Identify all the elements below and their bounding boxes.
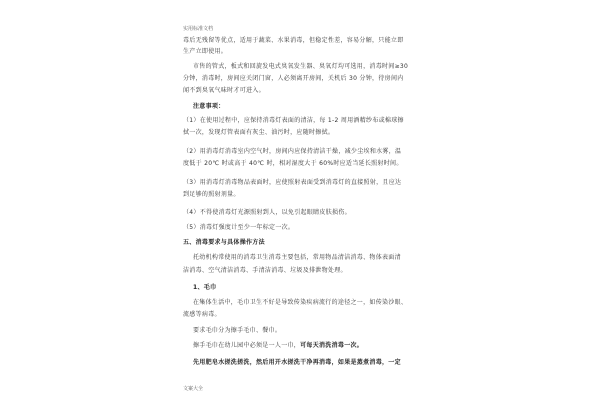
section-heading: 五、消毒要求与具体操作方法 (183, 239, 265, 246)
paragraph-line (193, 342, 363, 350)
paragraph-line: （2）用消毒灯消毒室内空气时，房间内应保持清洁干燥，减少尘埃和水雾，温 (183, 148, 402, 155)
paragraph-line: 在集体生活中，毛巾卫生不好是导致传染疾病流行的途径之一，如传染沙眼、 (193, 299, 408, 306)
section-heading: 注意事项： (193, 103, 225, 110)
paragraph-line: （1）在使用过程中，应保持消毒灯表面的清洁，每 1-2 周用酒精纱布或棉球擦 (183, 117, 404, 124)
paragraph-line: （3）用消毒灯消毒物品表面时，应使照射表面受到消毒灯的直接照射，且应达 (183, 179, 402, 186)
paragraph-line: 毒后无残留等优点，适用于蔬菜、水果消毒，但稳定性差，容易分解，只能立即 (183, 37, 404, 44)
paragraph-line: 洁消毒、空气清洁消毒、手清洁消毒、垃圾及排泄物处理。 (183, 267, 347, 274)
paragraph-line: 先用肥皂水搓洗搓洗，然后用开水搓洗干净再消毒，如果是蒸煮消毒，一定 (193, 359, 401, 366)
paragraph-line: （5）消毒灯强度计至少一年标定一次。 (183, 224, 295, 231)
paragraph-line: 分钟，消毒时，房间应关闭门窗，人必须离开房间，关机后 30 分钟，待房间内 (183, 75, 404, 82)
paragraph-line: 生产立即使用。 (183, 48, 228, 55)
paragraph-line: 市售的管式，板式和回旋发电式臭氧发生器、臭氧灯均可选用，消毒时间≥30 (193, 63, 409, 70)
emphasis-text: 可每天消洗消毒一次。 (300, 342, 364, 349)
text-run: 擦手毛巾在幼儿园中必须是一人一巾， (193, 342, 301, 349)
paragraph-line: （4）不得使消毒灯光源照射到人，以免引起眼睛皮肤损伤。 (183, 209, 351, 216)
paragraph-line: 闻不到臭氧气味时才可进入。 (183, 87, 265, 94)
paragraph-line: 流感等病毒。 (183, 311, 221, 318)
paragraph-line: 度低于 20℃ 时或高于 40℃ 时，相对湿度大于 60%时应适当延长照射时间。 (183, 160, 403, 167)
page-header: 实用标准文档 (183, 26, 214, 32)
page-footer: 文案大全 (183, 386, 204, 392)
paragraph-line: 到足够的照射剂量。 (183, 191, 240, 198)
paragraph-line: 要求毛巾分为擦手毛巾、餐巾。 (193, 327, 282, 334)
subsection-heading: 1、毛巾 (193, 284, 217, 291)
paragraph-line: 托幼机构常使用的消毒卫生消毒主要包括，常用物品清洁消毒、物体表面清 (193, 254, 401, 261)
paragraph-line: 拭一次，发现灯管表面有灰尘、油污时，应随时擦拭。 (183, 129, 335, 136)
